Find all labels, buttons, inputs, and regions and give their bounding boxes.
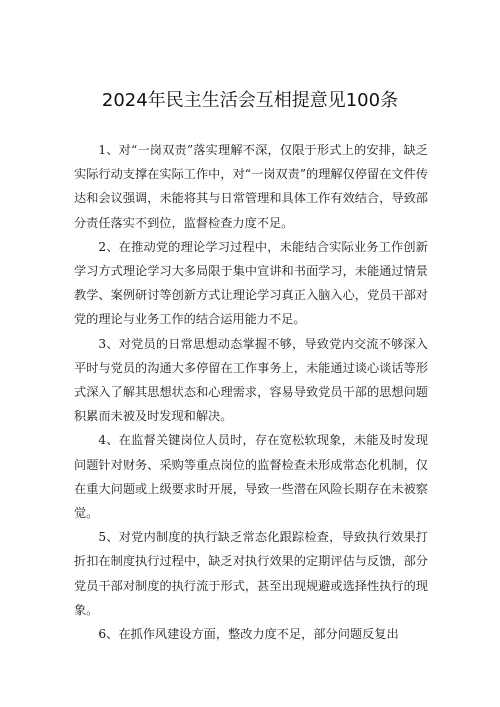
paragraph-5: 5、对党内制度的执行缺乏常态化跟踪检查，导致执行效果打折扣在制度执行过程中，缺乏对执行效果的定期评估与反馈，部分党员干部对制度的执行流于形式，甚至出现规避或选择性执行的现象。	[74, 530, 428, 617]
paragraph-2: 2、在推动党的理论学习过程中，未能结合实际业务工作创新学习方式理论学习大多局限于集中宣讲和书面学习，未能通过情景教学、案例研讨等创新方式让理论学习真正入脑入心，党员干部对党的理论与业务工作的结合运用能力不足。	[74, 239, 428, 327]
paragraph-4: 4、在监督关键岗位人员时，存在宽松软现象，未能及时发现问题针对财务、采购等重点岗位的监督检查未形成常态化机制，仅在重大问题或上级要求时开展，导致一些潜在风险长期存在未被察觉。	[74, 433, 428, 521]
paragraph-6: 6、在抓作风建设方面，整改力度不足，部分问题反复出	[98, 627, 399, 642]
document-title: 2024年民主生活会互相提意见100条	[101, 90, 399, 111]
document-body	[74, 138, 428, 646]
paragraph-3: 3、对党员的日常思想动态掌握不够，导致党内交流不够深入平时与党员的沟通大多停留在工作事务上，未能通过谈心谈话等形式深入了解其思想状态和心理需求，容易导致党员干部的思想问题积累而未被及时发现和解决。	[74, 336, 428, 424]
paragraph-1: 1、对“一岗双责”落实理解不深，仅限于形式上的安排，缺乏实际行动支撑在实际工作中，对“一岗双责”的理解仅停留在文件传达和会议强调，未能将其与日常管理和具体工作有效结合，导致部分责任落实不到位，监督检查力度不足。	[74, 143, 428, 230]
